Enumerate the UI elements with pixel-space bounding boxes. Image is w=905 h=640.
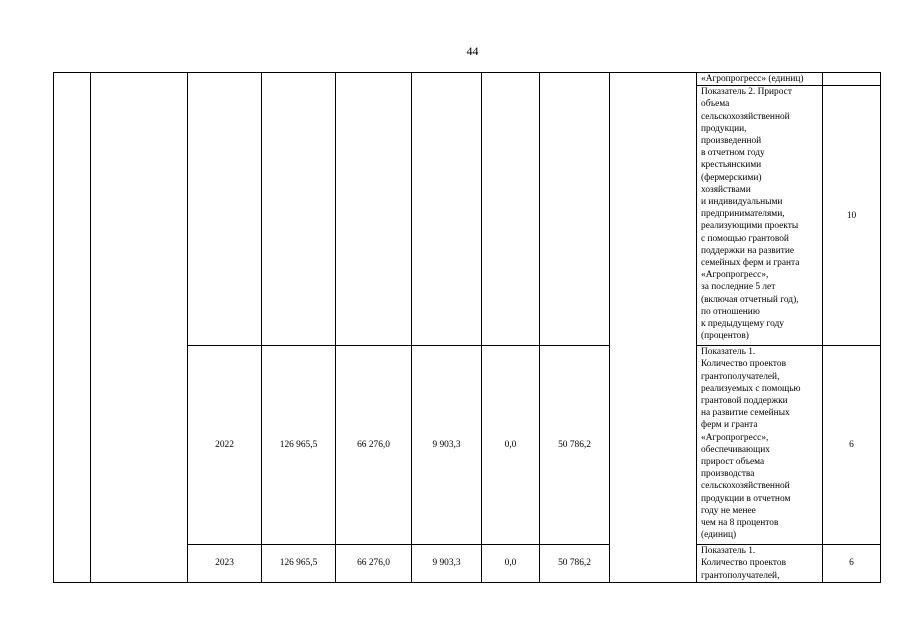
indicator-cell: «Агропрогресс» (единиц): [697, 73, 823, 86]
regional-budget-cell: [412, 73, 482, 346]
other-sources-cell: [540, 73, 610, 346]
regional-budget-cell: 9 903,3: [412, 346, 482, 545]
program-table: [53, 72, 881, 583]
local-budget-cell: [482, 73, 540, 346]
other-sources-cell: 50 786,2: [540, 545, 610, 583]
total-cell: 126 965,5: [262, 346, 336, 545]
federal-budget-cell: 66 276,0: [336, 346, 412, 545]
total-cell: [262, 73, 336, 346]
federal-budget-cell: [336, 73, 412, 346]
year-cell: 2022: [188, 346, 262, 545]
local-budget-cell: 0,0: [482, 545, 540, 583]
regional-budget-cell: 9 903,3: [412, 545, 482, 583]
year-cell: [188, 73, 262, 346]
number-cell: [54, 73, 91, 583]
indicator-value-cell: 10: [823, 86, 881, 346]
total-cell: 126 965,5: [262, 545, 336, 583]
measure-cell: [91, 73, 188, 583]
federal-budget-cell: 66 276,0: [336, 545, 412, 583]
executor-cell: [610, 73, 697, 583]
other-sources-cell: 50 786,2: [540, 346, 610, 545]
indicator-cell: Показатель 1. Количество проектов грантополучателей, реализуемых с помощью грантовой поддержки на развитие семейных ферм и гранта «Агропрогресс», обеспечивающих прирост объема производства сельскохозяйственной продукции в отчетном году не менее чем на 8 процентов (единиц): [697, 346, 823, 545]
local-budget-cell: 0,0: [482, 346, 540, 545]
indicator-cell: Показатель 2. Прирост объема сельскохозяйственной продукции, произведенной в отчетном году крестьянскими (фермерскими) хозяйствами и индивидуальными предпринимателями, реализующими проекты с помощью грантовой поддержки на развитие семейных ферм и гранта «Агропрогресс», за последние 5 лет (включая отчетный год), по отношению к предыдущему году (процентов): [697, 86, 823, 346]
page-number: 44: [466, 44, 479, 58]
indicator-value-cell: [823, 73, 881, 86]
indicator-cell: Показатель 1. Количество проектов грантополучателей,: [697, 545, 823, 583]
year-cell: 2023: [188, 545, 262, 583]
indicator-value-cell: 6: [823, 346, 881, 545]
table-row: [54, 73, 881, 86]
indicator-value-cell: 6: [823, 545, 881, 583]
